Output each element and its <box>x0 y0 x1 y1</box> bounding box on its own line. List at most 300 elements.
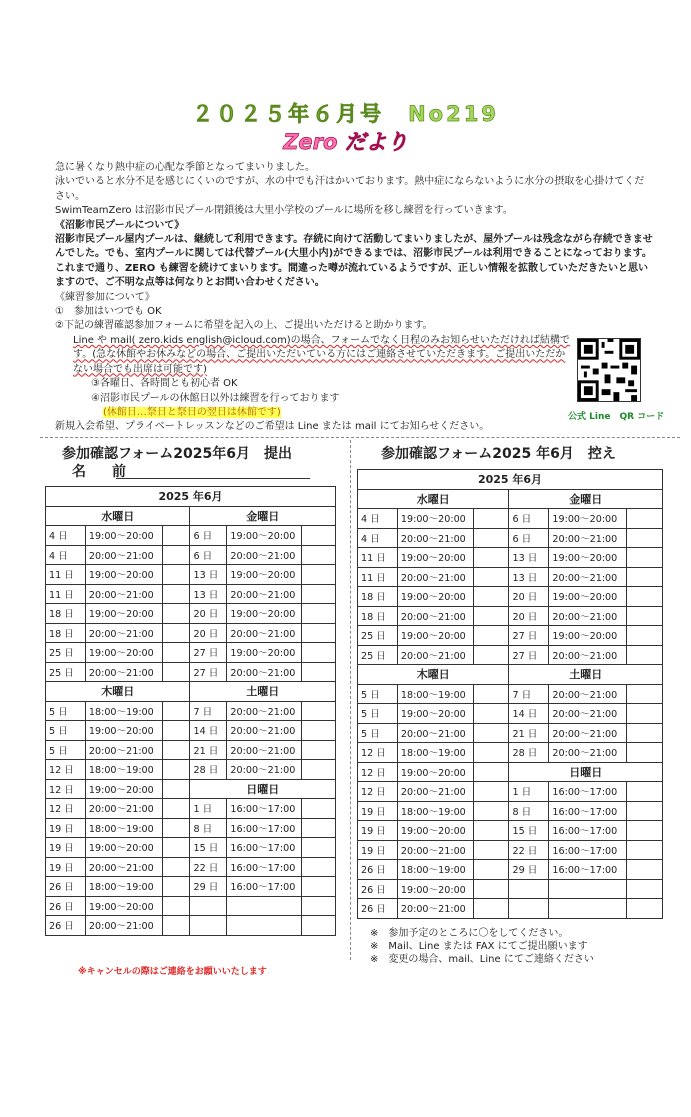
attendance-checkbox-cell[interactable] <box>162 604 190 624</box>
note-line: ※ 変更の場合、mail、Line にてご連絡ください <box>370 954 594 965</box>
time-cell: 20:00～21:00 <box>549 743 627 763</box>
attendance-checkbox-cell[interactable] <box>473 704 509 724</box>
time-cell: 19:00～20:00 <box>85 526 162 546</box>
day-cell: 14 日 <box>509 704 549 724</box>
attendance-checkbox-cell[interactable] <box>473 899 509 919</box>
table-row <box>46 760 336 780</box>
day-cell: 5 日 <box>46 721 86 741</box>
day-cell: 26 日 <box>358 899 398 919</box>
weekday-header: 金曜日 <box>509 489 663 509</box>
attendance-checkbox-cell[interactable] <box>627 684 663 704</box>
empty-cell <box>549 879 627 899</box>
attendance-checkbox-cell[interactable] <box>162 896 190 916</box>
attendance-checkbox-cell[interactable] <box>162 818 190 838</box>
attendance-checkbox-cell[interactable] <box>627 587 663 607</box>
time-cell: 16:00～17:00 <box>549 801 627 821</box>
time-cell: 19:00～20:00 <box>85 779 162 799</box>
attendance-checkbox-cell[interactable] <box>473 840 509 860</box>
day-cell: 15 日 <box>509 821 549 841</box>
attendance-checkbox-cell[interactable] <box>473 723 509 743</box>
month-header: 2025 年6月 <box>358 470 663 490</box>
table-row <box>46 643 336 663</box>
time-cell: 16:00～17:00 <box>227 838 302 858</box>
empty-cell <box>549 899 627 919</box>
table-row <box>358 567 663 587</box>
attendance-checkbox-cell[interactable] <box>627 782 663 802</box>
attendance-checkbox-cell[interactable] <box>473 626 509 646</box>
contact-note: 新規入会希望、プライベートレッスンなどのご希望は Line または mail にてお知らせください。 <box>55 421 490 433</box>
day-cell: 4 日 <box>358 509 398 529</box>
attendance-checkbox-cell[interactable] <box>162 623 190 643</box>
table-row <box>358 821 663 841</box>
time-cell: 19:00～20:00 <box>397 626 473 646</box>
day-cell: 6 日 <box>509 509 549 529</box>
day-cell: 5 日 <box>358 704 398 724</box>
attendance-checkbox-cell[interactable] <box>162 584 190 604</box>
day-cell: 13 日 <box>509 548 549 568</box>
time-cell: 19:00～20:00 <box>85 838 162 858</box>
attendance-checkbox-cell[interactable] <box>162 857 190 877</box>
time-cell: 20:00～21:00 <box>549 645 627 665</box>
day-cell: 13 日 <box>190 565 227 585</box>
table-row <box>46 877 336 897</box>
attendance-checkbox-cell[interactable] <box>302 526 336 546</box>
qr-code[interactable] <box>577 338 641 402</box>
time-cell: 20:00～21:00 <box>85 623 162 643</box>
day-cell: 25 日 <box>46 662 86 682</box>
intro-line: 急に暑くなり熱中症の心配な季節となってまいりました。 <box>55 162 315 173</box>
table-row <box>46 916 336 936</box>
weekday-header: 金曜日 <box>190 506 336 526</box>
time-cell: 20:00～21:00 <box>397 528 473 548</box>
attendance-checkbox-cell[interactable] <box>627 509 663 529</box>
time-cell: 19:00～20:00 <box>85 565 162 585</box>
empty-cell <box>227 916 302 936</box>
time-cell: 20:00～21:00 <box>85 545 162 565</box>
attendance-checkbox-cell[interactable] <box>627 548 663 568</box>
attendance-checkbox-cell[interactable] <box>627 821 663 841</box>
rule-item: ④沼影市民プールの休館日以外は練習を行っております <box>91 392 340 404</box>
attendance-checkbox-cell[interactable] <box>302 604 336 624</box>
right-schedule-table <box>357 469 663 919</box>
attendance-checkbox-cell[interactable] <box>473 782 509 802</box>
table-row <box>46 896 336 916</box>
time-cell: 19:00～20:00 <box>227 604 302 624</box>
table-row <box>46 701 336 721</box>
day-cell: 26 日 <box>358 879 398 899</box>
day-cell: 19 日 <box>46 838 86 858</box>
day-cell: 26 日 <box>46 877 86 897</box>
day-cell: 8 日 <box>509 801 549 821</box>
newsletter-issue-title: ２０２５年６月号 No219 <box>192 102 499 126</box>
weekday-header: 水曜日 <box>46 506 190 526</box>
table-row <box>46 740 336 760</box>
qr-code-icon <box>578 339 640 401</box>
day-cell: 18 日 <box>46 604 86 624</box>
time-cell: 19:00～20:00 <box>549 626 627 646</box>
day-cell: 20 日 <box>190 604 227 624</box>
time-cell: 16:00～17:00 <box>227 818 302 838</box>
pool-notice: 沼影市民プール屋内プールは、継続して利用できます。存続に向けて活動してまいりましたが、屋外プールは残念ながら存続できませんでした。でも、室内プールに関しては代替プール(大里小内)ができるまでは、沼影市民プールは利用できることになっております。これまで通り、ZERO も練習を続けてまいります。間違った噂が流れているようですが、正しい情報を拡散していただきたいと思いますので、ご不明な点等は何なりとお問い合わせください。 <box>55 234 653 289</box>
attendance-checkbox-cell[interactable] <box>302 818 336 838</box>
attendance-checkbox-cell[interactable] <box>627 528 663 548</box>
time-cell: 20:00～21:00 <box>397 567 473 587</box>
day-cell: 22 日 <box>190 857 227 877</box>
time-cell: 16:00～17:00 <box>549 860 627 880</box>
name-label: 名 前 <box>72 464 132 480</box>
attendance-checkbox-cell[interactable] <box>473 743 509 763</box>
day-cell: 5 日 <box>358 684 398 704</box>
weekday-header: 日曜日 <box>509 762 663 782</box>
day-cell: 13 日 <box>509 567 549 587</box>
empty-cell <box>190 916 227 936</box>
attendance-checkbox-cell[interactable] <box>627 860 663 880</box>
attendance-checkbox-cell[interactable] <box>302 721 336 741</box>
time-cell: 20:00～21:00 <box>227 760 302 780</box>
time-cell: 20:00～21:00 <box>397 899 473 919</box>
attendance-checkbox-cell[interactable] <box>302 545 336 565</box>
day-cell: 22 日 <box>509 840 549 860</box>
time-cell: 19:00～20:00 <box>549 587 627 607</box>
weekday-header: 土曜日 <box>509 665 663 685</box>
right-form-title: 参加確認フォーム2025 年6月 控え <box>381 446 616 462</box>
time-cell: 19:00～20:00 <box>397 548 473 568</box>
closed-days-note: (休館日…祭日と祭日の翌日は休館です) <box>103 406 281 418</box>
attendance-checkbox-cell[interactable] <box>473 567 509 587</box>
time-cell: 19:00～20:00 <box>85 721 162 741</box>
attendance-checkbox-cell[interactable] <box>627 840 663 860</box>
day-cell: 11 日 <box>358 548 398 568</box>
empty-cell <box>190 896 227 916</box>
day-cell: 26 日 <box>46 916 86 936</box>
form-notes <box>370 927 594 966</box>
day-cell: 7 日 <box>509 684 549 704</box>
day-cell: 27 日 <box>509 626 549 646</box>
month-header: 2025 年6月 <box>46 487 336 507</box>
day-cell: 19 日 <box>358 801 398 821</box>
attendance-checkbox-cell[interactable] <box>162 643 190 663</box>
attendance-checkbox-cell[interactable] <box>302 701 336 721</box>
attendance-checkbox-cell[interactable] <box>473 821 509 841</box>
time-cell: 20:00～21:00 <box>85 740 162 760</box>
attendance-checkbox-cell[interactable] <box>627 723 663 743</box>
day-cell: 11 日 <box>46 584 86 604</box>
time-cell: 18:00～19:00 <box>397 743 473 763</box>
attendance-checkbox-cell[interactable] <box>162 877 190 897</box>
empty-cell <box>627 899 663 919</box>
time-cell: 18:00～19:00 <box>85 701 162 721</box>
attendance-checkbox-cell[interactable] <box>302 643 336 663</box>
empty-cell <box>227 896 302 916</box>
time-cell: 20:00～21:00 <box>227 584 302 604</box>
time-cell: 20:00～21:00 <box>397 645 473 665</box>
empty-cell <box>627 879 663 899</box>
day-cell: 21 日 <box>190 740 227 760</box>
day-cell: 29 日 <box>190 877 227 897</box>
time-cell: 19:00～20:00 <box>227 565 302 585</box>
table-row <box>358 743 663 763</box>
time-cell: 18:00～19:00 <box>85 818 162 838</box>
time-cell: 18:00～19:00 <box>397 801 473 821</box>
attendance-checkbox-cell[interactable] <box>473 587 509 607</box>
day-cell: 6 日 <box>509 528 549 548</box>
table-row <box>358 528 663 548</box>
attendance-checkbox-cell[interactable] <box>162 701 190 721</box>
weekday-header: 水曜日 <box>358 489 509 509</box>
attendance-checkbox-cell[interactable] <box>302 662 336 682</box>
weekday-header-row <box>46 682 336 702</box>
attendance-checkbox-cell[interactable] <box>627 626 663 646</box>
day-cell: 20 日 <box>509 587 549 607</box>
day-cell: 19 日 <box>46 818 86 838</box>
day-cell: 12 日 <box>46 779 86 799</box>
time-cell: 20:00～21:00 <box>549 704 627 724</box>
day-cell: 18 日 <box>46 623 86 643</box>
time-cell: 20:00～21:00 <box>397 723 473 743</box>
day-cell: 27 日 <box>509 645 549 665</box>
attendance-checkbox-cell[interactable] <box>627 801 663 821</box>
day-cell: 12 日 <box>46 760 86 780</box>
name-field[interactable] <box>116 478 310 479</box>
time-cell: 16:00～17:00 <box>227 877 302 897</box>
attendance-checkbox-cell[interactable] <box>473 684 509 704</box>
time-cell: 20:00～21:00 <box>85 662 162 682</box>
table-row <box>46 662 336 682</box>
time-cell: 19:00～20:00 <box>549 509 627 529</box>
attendance-checkbox-cell[interactable] <box>162 721 190 741</box>
day-cell: 15 日 <box>190 838 227 858</box>
left-form-title: 参加確認フォーム2025年6月 提出 <box>62 446 293 462</box>
time-cell: 19:00～20:00 <box>227 643 302 663</box>
attendance-checkbox-cell[interactable] <box>473 762 509 782</box>
day-cell: 18 日 <box>358 606 398 626</box>
form-divider <box>350 440 351 960</box>
attendance-checkbox-cell[interactable] <box>302 838 336 858</box>
attendance-checkbox-cell[interactable] <box>473 528 509 548</box>
attendance-checkbox-cell[interactable] <box>473 879 509 899</box>
qr-code-label: 公式 Line QR コード <box>568 412 665 422</box>
time-cell: 16:00～17:00 <box>549 782 627 802</box>
attendance-checkbox-cell[interactable] <box>473 509 509 529</box>
time-cell: 19:00～20:00 <box>85 896 162 916</box>
attendance-checkbox-cell[interactable] <box>473 801 509 821</box>
day-cell: 28 日 <box>190 760 227 780</box>
day-cell: 4 日 <box>46 545 86 565</box>
day-cell: 8 日 <box>190 818 227 838</box>
table-row <box>358 704 663 724</box>
table-row <box>46 526 336 546</box>
weekday-header: 木曜日 <box>358 665 509 685</box>
intro-text <box>55 161 653 435</box>
day-cell: 20 日 <box>190 623 227 643</box>
attendance-checkbox-cell[interactable] <box>473 860 509 880</box>
weekday-header: 土曜日 <box>190 682 336 702</box>
time-cell: 20:00～21:00 <box>397 782 473 802</box>
weekday-header-row <box>358 665 663 685</box>
table-row <box>358 723 663 743</box>
day-cell: 5 日 <box>46 740 86 760</box>
day-cell: 5 日 <box>46 701 86 721</box>
newsletter-name: Zero だより <box>283 130 408 154</box>
cancel-note: ※キャンセルの際はご連絡をお願いいたします <box>78 967 267 977</box>
section-heading: 《練習参加について》 <box>55 291 155 303</box>
table-row <box>46 838 336 858</box>
day-cell: 7 日 <box>190 701 227 721</box>
section-heading: 《沼影市民プールについて》 <box>55 219 185 231</box>
attendance-checkbox-cell[interactable] <box>302 740 336 760</box>
day-cell: 28 日 <box>509 743 549 763</box>
time-cell: 19:00～20:00 <box>85 604 162 624</box>
day-cell: 26 日 <box>358 860 398 880</box>
day-cell: 25 日 <box>358 626 398 646</box>
day-cell: 19 日 <box>358 821 398 841</box>
time-cell: 16:00～17:00 <box>227 799 302 819</box>
attendance-checkbox-cell[interactable] <box>162 760 190 780</box>
attendance-checkbox-cell[interactable] <box>162 779 190 799</box>
day-cell: 25 日 <box>46 643 86 663</box>
intro-line: SwimTeamZero は沼影市民プール閉鎖後は大里小学校のプールに場所を移し練習を行っていきます。 <box>55 205 513 217</box>
table-row <box>46 604 336 624</box>
time-cell: 18:00～19:00 <box>397 860 473 880</box>
section-divider <box>40 437 680 438</box>
day-cell: 29 日 <box>509 860 549 880</box>
time-cell: 20:00～21:00 <box>549 723 627 743</box>
table-row <box>46 565 336 585</box>
time-cell: 20:00～21:00 <box>85 799 162 819</box>
time-cell: 20:00～21:00 <box>85 916 162 936</box>
day-cell: 5 日 <box>358 723 398 743</box>
table-row <box>46 721 336 741</box>
table-row <box>358 801 663 821</box>
day-cell: 11 日 <box>46 565 86 585</box>
attendance-checkbox-cell[interactable] <box>627 645 663 665</box>
attendance-checkbox-cell[interactable] <box>162 545 190 565</box>
attendance-checkbox-cell[interactable] <box>162 916 190 936</box>
table-row <box>358 879 663 899</box>
day-cell: 27 日 <box>190 662 227 682</box>
time-cell: 16:00～17:00 <box>227 857 302 877</box>
day-cell: 18 日 <box>358 587 398 607</box>
time-cell: 20:00～21:00 <box>227 721 302 741</box>
time-cell: 19:00～20:00 <box>85 643 162 663</box>
rule-item: ③各曜日、各時間とも初心者 OK <box>91 378 238 390</box>
rule-item: ②下記の練習確認参加フォームに希望を記入の上、ご提出いただけると助かります。 <box>55 320 433 332</box>
attendance-checkbox-cell[interactable] <box>162 740 190 760</box>
attendance-checkbox-cell[interactable] <box>162 838 190 858</box>
day-cell: 4 日 <box>358 528 398 548</box>
table-row <box>358 606 663 626</box>
table-row <box>358 762 663 782</box>
time-cell: 19:00～20:00 <box>397 762 473 782</box>
table-row <box>46 818 336 838</box>
table-row <box>358 509 663 529</box>
time-cell: 20:00～21:00 <box>227 623 302 643</box>
attendance-checkbox-cell[interactable] <box>162 799 190 819</box>
table-row <box>46 623 336 643</box>
table-row <box>358 548 663 568</box>
attendance-checkbox-cell[interactable] <box>473 606 509 626</box>
attendance-checkbox-cell[interactable] <box>302 799 336 819</box>
attendance-checkbox-cell[interactable] <box>302 565 336 585</box>
table-row <box>358 626 663 646</box>
time-cell: 20:00～21:00 <box>85 584 162 604</box>
attendance-checkbox-cell[interactable] <box>627 704 663 724</box>
day-cell: 6 日 <box>190 526 227 546</box>
day-cell: 26 日 <box>46 896 86 916</box>
table-row <box>46 545 336 565</box>
table-row <box>46 799 336 819</box>
rule-item: Line や mail( zero.kids english@icloud.com)の場合、フォームでなく日程のみお知らせいただければ結構です。(急な休館やお休みなどの場合、ご提出いただいている方にはご連絡させていただきます。ご提出いただかない場合でも出席は可能です) <box>73 334 570 375</box>
attendance-checkbox-cell[interactable] <box>473 645 509 665</box>
day-cell: 19 日 <box>358 840 398 860</box>
attendance-checkbox-cell[interactable] <box>627 567 663 587</box>
table-row <box>358 860 663 880</box>
table-row <box>358 684 663 704</box>
month-row <box>358 470 663 490</box>
month-row <box>46 487 336 507</box>
table-row <box>46 584 336 604</box>
time-cell: 19:00～20:00 <box>549 548 627 568</box>
attendance-checkbox-cell[interactable] <box>302 857 336 877</box>
empty-cell <box>302 896 336 916</box>
attendance-checkbox-cell[interactable] <box>162 565 190 585</box>
time-cell: 20:00～21:00 <box>549 684 627 704</box>
attendance-checkbox-cell[interactable] <box>302 760 336 780</box>
table-row <box>46 857 336 877</box>
time-cell: 20:00～21:00 <box>549 567 627 587</box>
day-cell: 21 日 <box>509 723 549 743</box>
day-cell: 20 日 <box>509 606 549 626</box>
left-schedule-table <box>45 486 336 936</box>
attendance-checkbox-cell[interactable] <box>162 662 190 682</box>
time-cell: 20:00～21:00 <box>227 740 302 760</box>
attendance-checkbox-cell[interactable] <box>627 606 663 626</box>
empty-cell <box>302 916 336 936</box>
time-cell: 19:00～20:00 <box>397 509 473 529</box>
intro-line: 泳いでいると水分不足を感じにくいのですが、水の中でも汗はかいております。熱中症にならないように水分の摂取を心掛けてください。 <box>55 176 645 202</box>
time-cell: 20:00～21:00 <box>549 528 627 548</box>
attendance-checkbox-cell[interactable] <box>302 584 336 604</box>
attendance-checkbox-cell[interactable] <box>302 877 336 897</box>
time-cell: 19:00～20:00 <box>397 879 473 899</box>
table-row <box>358 587 663 607</box>
table-row <box>358 899 663 919</box>
attendance-checkbox-cell[interactable] <box>162 526 190 546</box>
day-cell: 13 日 <box>190 584 227 604</box>
time-cell: 19:00～20:00 <box>397 821 473 841</box>
attendance-checkbox-cell[interactable] <box>627 743 663 763</box>
note-line: ※ Mail、Line または FAX にてご提出願います <box>370 941 588 952</box>
attendance-checkbox-cell[interactable] <box>302 623 336 643</box>
day-cell: 19 日 <box>46 857 86 877</box>
time-cell: 20:00～21:00 <box>227 662 302 682</box>
table-row <box>46 779 336 799</box>
time-cell: 20:00～21:00 <box>227 545 302 565</box>
day-cell: 6 日 <box>190 545 227 565</box>
time-cell: 16:00～17:00 <box>549 821 627 841</box>
day-cell: 11 日 <box>358 567 398 587</box>
time-cell: 18:00～19:00 <box>397 684 473 704</box>
day-cell: 27 日 <box>190 643 227 663</box>
time-cell: 20:00～21:00 <box>85 857 162 877</box>
weekday-header-row <box>358 489 663 509</box>
empty-cell <box>509 879 549 899</box>
note-line: ※ 参加予定のところに〇をしてください。 <box>370 928 569 939</box>
attendance-checkbox-cell[interactable] <box>473 548 509 568</box>
time-cell: 19:00～20:00 <box>397 704 473 724</box>
time-cell: 18:00～19:00 <box>85 760 162 780</box>
table-row <box>358 782 663 802</box>
